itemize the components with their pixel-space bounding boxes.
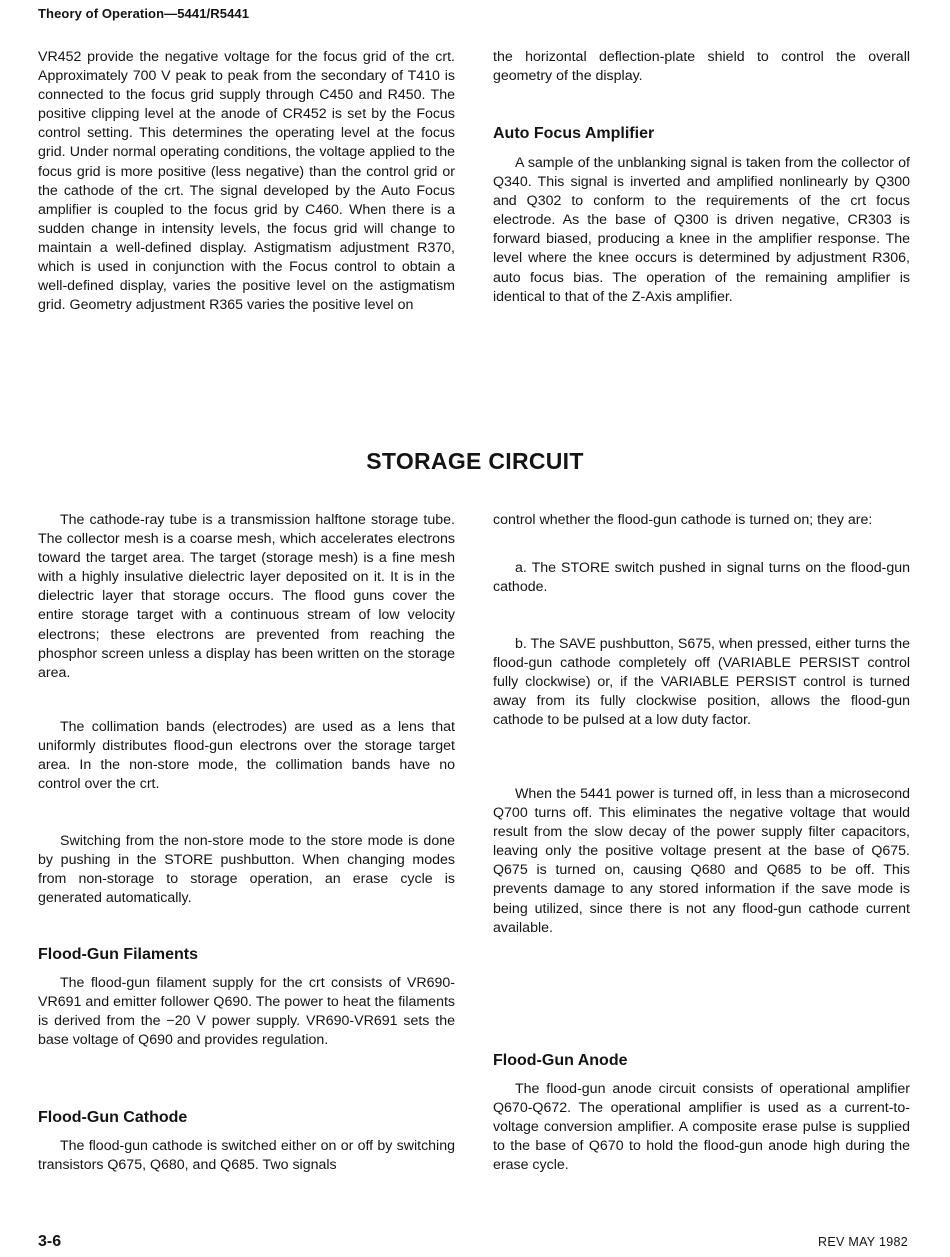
auto-focus-section [493, 154, 910, 307]
filaments-section [38, 974, 455, 1050]
cathode-paragraph: The flood-gun cathode is switched either on or off by switching transistors Q675, Q680, and Q685. Two signals [38, 1138, 455, 1174]
running-header: Theory of Operation—5441/R5441 [38, 6, 250, 21]
auto-focus-heading: Auto Focus Amplifier [493, 125, 655, 142]
store-mode-section [38, 832, 455, 908]
flood-gun-cathode-heading: Flood-Gun Cathode [38, 1109, 188, 1126]
power-off-section [493, 785, 910, 938]
cathode-section [38, 1137, 455, 1175]
top-right-column [493, 48, 910, 86]
top-left-column [38, 48, 455, 315]
flood-gun-filaments-heading: Flood-Gun Filaments [38, 946, 198, 963]
section-title: STORAGE CIRCUIT [366, 448, 584, 474]
power-off-paragraph: When the 5441 power is turned off, in less than a microsecond Q700 turns off. This eliminates the negative voltage that would result from the slow decay of the power supply filter capacitors, leaving only the positive voltage present at the base of Q675. Q675 is turned on, causing Q680 and Q685 to be off. This prevents damage to any stored information if the save mode is being utilized, since there is not any flood-gun cathode current available. [493, 786, 910, 936]
signal-a [493, 559, 910, 597]
signal-a-paragraph: a. The STORE switch pushed in signal turns on the flood-gun cathode. [493, 560, 910, 596]
signals-paragraph: control whether the flood-gun cathode is turned on; they are: [493, 512, 873, 528]
collimation-section [38, 718, 455, 794]
signal-b-paragraph: b. The SAVE pushbutton, S675, when pressed, either turns the flood-gun cathode completely off (VARIABLE PERSIST control fully clockwise) or, if the VARIABLE PERSIST control is turned away from its fully clockwise position, allows the flood-gun cathode to be pulsed at a low duty factor. [493, 636, 910, 729]
flood-gun-anode-heading: Flood-Gun Anode [493, 1052, 628, 1069]
storage-paragraph-3: Switching from the non-store mode to the store mode is done by pushing in the STORE pushbutton. When changing modes from non-storage to storage operation, an erase cycle is generated automatically. [38, 833, 455, 907]
filaments-paragraph: The flood-gun filament supply for the crt consists of VR690-VR691 and emitter follower Q690. The power to heat the filaments is derived from the −20 V power supply. VR690-VR691 sets the base voltage of Q690 and provides regulation. [38, 975, 455, 1049]
geometry-continuation-paragraph: the horizontal deflection-plate shield to control the overall geometry of the display. [493, 49, 910, 85]
signals-intro [493, 511, 910, 530]
focus-grid-paragraph: VR452 provide the negative voltage for the focus grid of the crt. Approximately 700 V peak to peak from the secondary of T410 is connected to the focus grid supply through C450 and R450. The positive clipping level at the anode of CR452 is set by the Focus control setting. This determines the operating level at the focus grid. Under normal operating conditions, the voltage applied to the focus grid is more positive (less negative) than the control grid or the cathode of the crt. The signal developed by the Auto Focus amplifier is coupled to the focus grid by C460. When there is a sudden change in intensity levels, the focus grid will change to maintain a well-defined display. Astigmatism adjustment R370, which is used in conjunction with the Focus control to obtain a well-defined display, varies the positive level on the astigmatism grid. Geometry adjustment R365 varies the positive level on [38, 49, 455, 314]
anode-section [493, 1080, 910, 1175]
storage-paragraph-2: The collimation bands (electrodes) are used as a lens that uniformly distributes flood-gun electrons over the storage target area. In the non-store mode, the collimation bands have no control over the crt. [38, 719, 455, 793]
signal-b [493, 635, 910, 730]
page-number: 3-6 [38, 1233, 62, 1250]
anode-paragraph: The flood-gun anode circuit consists of operational amplifier Q670-Q672. The operational amplifier is used as a current-to-voltage conversion amplifier. A composite erase pulse is supplied to the base of Q670 to hold the flood-gun anode high during the erase cycle. [493, 1081, 910, 1174]
auto-focus-paragraph: A sample of the unblanking signal is taken from the collector of Q340. This signal is inverted and amplified nonlinearly by Q300 and Q302 to conform to the requirements of the crt focus electrode. As the base of Q300 is driven negative, CR303 is forward biased, producing a knee in the amplifier response. The level where the knee occurs is determined by adjustment R306, auto focus bias. The operation of the remaining amplifier is identical to that of the Z-Axis amplifier. [493, 155, 910, 305]
storage-paragraph-1: The cathode-ray tube is a transmission halftone storage tube. The collector mesh is a coarse mesh, which accelerates electrons toward the target area. The target (storage mesh) is a fine mesh with a highly insulative dielectric layer deposited on it. It is in the dielectric layer that storage occurs. The flood guns cover the entire storage target with a continuous stream of low velocity electrons; these electrons are prevented from reaching the phosphor screen unless a display has been written on the storage area. [38, 512, 455, 681]
storage-intro [38, 511, 455, 683]
revision-date: REV MAY 1982 [818, 1235, 908, 1249]
